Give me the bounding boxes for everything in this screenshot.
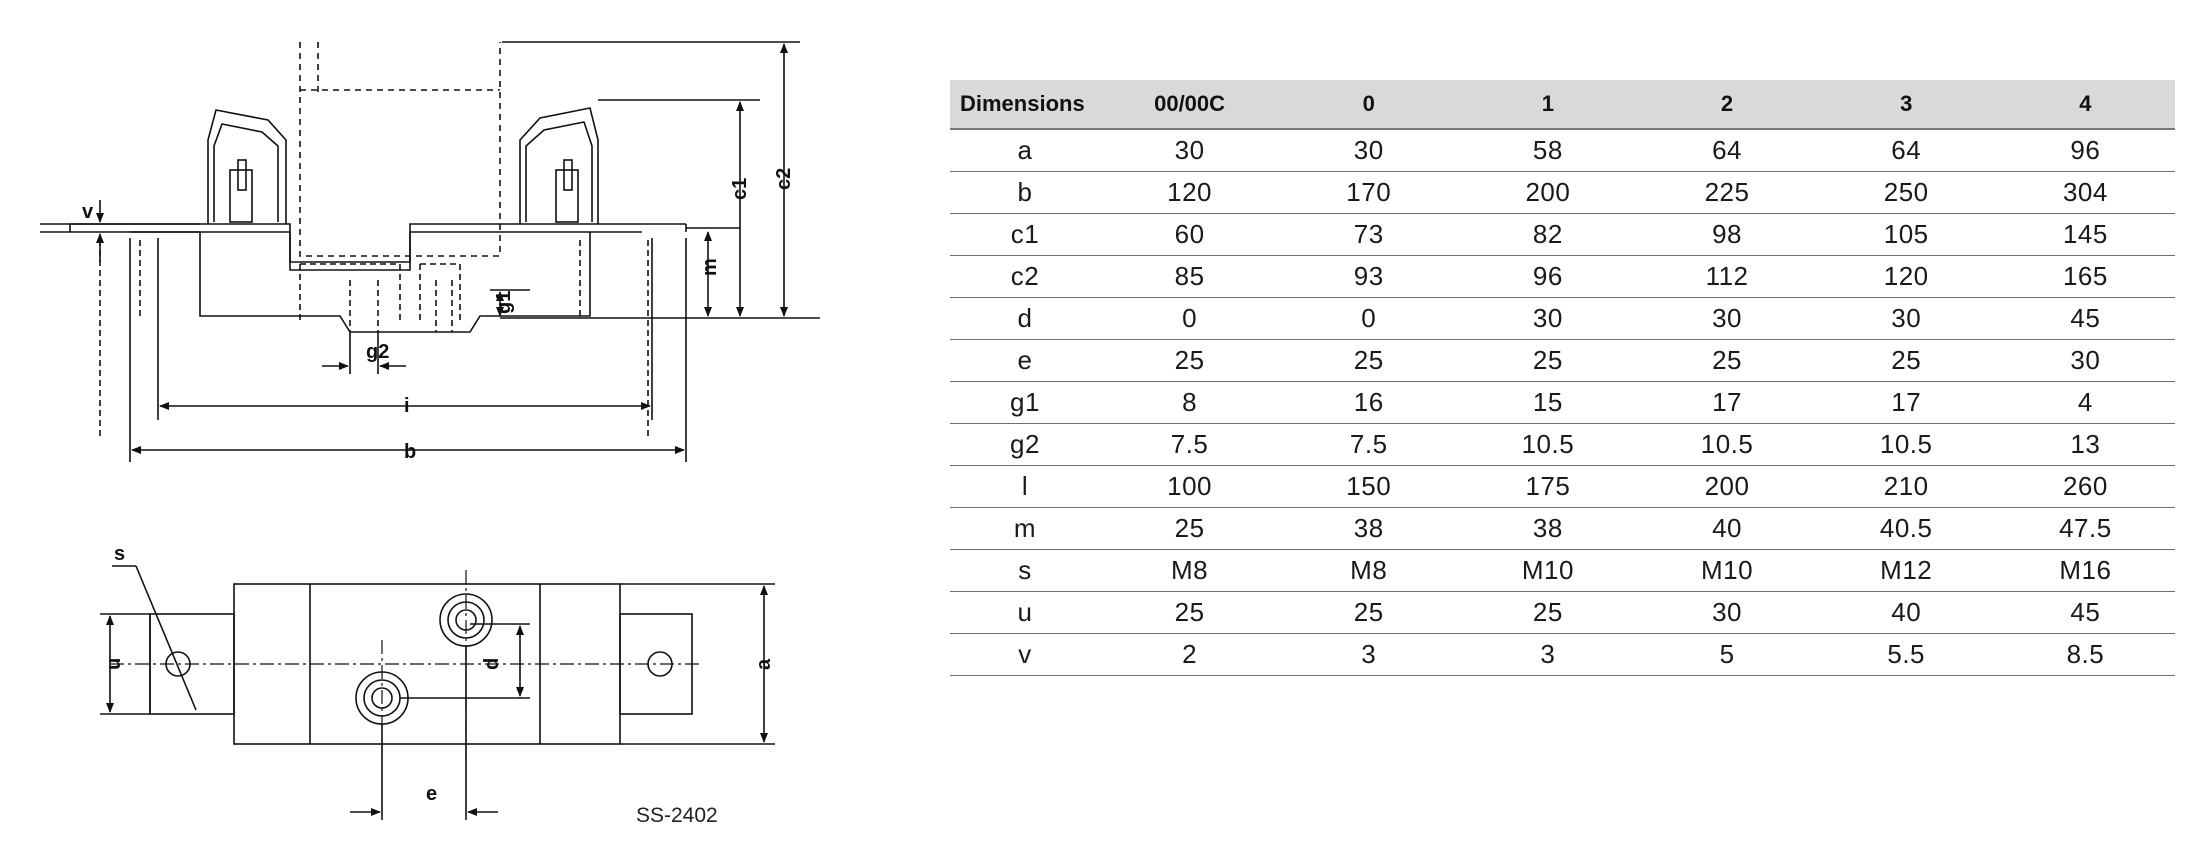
top-view xyxy=(100,566,775,820)
dimension-value-cell: 25 xyxy=(1100,508,1279,550)
dimension-value-cell: 2 xyxy=(1100,634,1279,676)
dimension-value-cell: 16 xyxy=(1279,382,1458,424)
header-size-0: 0 xyxy=(1279,80,1458,129)
label-u: u xyxy=(103,657,125,670)
dimension-value-cell: 93 xyxy=(1279,256,1458,298)
dimension-value-cell: 3 xyxy=(1458,634,1637,676)
dimension-value-cell: 38 xyxy=(1279,508,1458,550)
dimension-value-cell: 96 xyxy=(1458,256,1637,298)
dimension-name-cell: c1 xyxy=(950,214,1100,256)
dimension-value-cell: 25 xyxy=(1100,592,1279,634)
dimension-value-cell: 38 xyxy=(1458,508,1637,550)
dimension-value-cell: 25 xyxy=(1279,592,1458,634)
dimension-value-cell: 25 xyxy=(1637,340,1816,382)
dimension-value-cell: 45 xyxy=(1996,592,2175,634)
dimension-value-cell: 3 xyxy=(1279,634,1458,676)
table-row xyxy=(950,550,2175,592)
dimension-value-cell: 64 xyxy=(1817,129,1996,172)
dimension-value-cell: 30 xyxy=(1458,298,1637,340)
technical-drawing xyxy=(0,0,920,860)
dimension-name-cell: a xyxy=(950,129,1100,172)
dimension-value-cell: 15 xyxy=(1458,382,1637,424)
table-header-row xyxy=(950,80,2175,129)
dimension-name-cell: g2 xyxy=(950,424,1100,466)
dimension-value-cell: 175 xyxy=(1458,466,1637,508)
table-row xyxy=(950,634,2175,676)
table-row xyxy=(950,172,2175,214)
dimension-value-cell: 30 xyxy=(1637,298,1816,340)
label-e: e xyxy=(426,783,438,805)
dimensions-table xyxy=(950,80,2175,676)
right-clip xyxy=(520,108,598,224)
dimension-value-cell: 30 xyxy=(1279,129,1458,172)
dimension-name-cell: e xyxy=(950,340,1100,382)
label-g2: g2 xyxy=(366,341,390,363)
dimension-value-cell: 82 xyxy=(1458,214,1637,256)
dimension-value-cell: 8.5 xyxy=(1996,634,2175,676)
dimension-name-cell: s xyxy=(950,550,1100,592)
dimension-value-cell: 30 xyxy=(1817,298,1996,340)
dimension-value-cell: 30 xyxy=(1996,340,2175,382)
dimension-value-cell: 98 xyxy=(1637,214,1816,256)
dimension-value-cell: 17 xyxy=(1817,382,1996,424)
label-a: a xyxy=(753,658,775,670)
dimension-name-cell: g1 xyxy=(950,382,1100,424)
dimension-value-cell: M10 xyxy=(1458,550,1637,592)
dimension-value-cell: 40 xyxy=(1817,592,1996,634)
dimension-value-cell: 200 xyxy=(1458,172,1637,214)
header-size-4: 4 xyxy=(1996,80,2175,129)
dimension-value-cell: 60 xyxy=(1100,214,1279,256)
dimension-name-cell: l xyxy=(950,466,1100,508)
header-size-2: 2 xyxy=(1637,80,1816,129)
dimension-name-cell: v xyxy=(950,634,1100,676)
table-row xyxy=(950,340,2175,382)
dimension-value-cell: M12 xyxy=(1817,550,1996,592)
dimension-value-cell: 30 xyxy=(1637,592,1816,634)
dimension-value-cell: 250 xyxy=(1817,172,1996,214)
dimension-value-cell: 45 xyxy=(1996,298,2175,340)
dimension-value-cell: 8 xyxy=(1100,382,1279,424)
label-s: s xyxy=(114,543,126,565)
dimension-value-cell: 17 xyxy=(1637,382,1816,424)
header-size-3: 3 xyxy=(1817,80,1996,129)
label-b: b xyxy=(404,441,417,463)
dimension-value-cell: 150 xyxy=(1279,466,1458,508)
dimension-name-cell: b xyxy=(950,172,1100,214)
label-c2: c2 xyxy=(773,167,795,190)
dimension-value-cell: 210 xyxy=(1817,466,1996,508)
dimension-value-cell: 10.5 xyxy=(1817,424,1996,466)
table-row xyxy=(950,129,2175,172)
dimension-value-cell: 200 xyxy=(1637,466,1816,508)
header-size-1: 1 xyxy=(1458,80,1637,129)
dimensions-table-container xyxy=(950,80,2175,676)
dimension-value-cell: 105 xyxy=(1817,214,1996,256)
dimension-value-cell: 165 xyxy=(1996,256,2175,298)
label-i: i xyxy=(404,395,410,417)
dimension-value-cell: 40 xyxy=(1637,508,1816,550)
dimension-value-cell: 5 xyxy=(1637,634,1816,676)
dimension-value-cell: M10 xyxy=(1637,550,1816,592)
dimension-value-cell: 7.5 xyxy=(1100,424,1279,466)
dimension-value-cell: 30 xyxy=(1100,129,1279,172)
dimension-value-cell: M16 xyxy=(1996,550,2175,592)
label-v: v xyxy=(82,201,94,223)
table-row xyxy=(950,214,2175,256)
front-view xyxy=(40,42,820,462)
lower-body xyxy=(200,232,590,332)
dimension-value-cell: 120 xyxy=(1100,172,1279,214)
dimension-value-cell: 100 xyxy=(1100,466,1279,508)
table-row xyxy=(950,466,2175,508)
dimension-value-cell: 145 xyxy=(1996,214,2175,256)
dimension-value-cell: 25 xyxy=(1458,340,1637,382)
dimension-name-cell: d xyxy=(950,298,1100,340)
table-body xyxy=(950,129,2175,676)
table-row xyxy=(950,382,2175,424)
dimension-value-cell: 47.5 xyxy=(1996,508,2175,550)
dimension-value-cell: 0 xyxy=(1100,298,1279,340)
dimension-value-cell: 10.5 xyxy=(1458,424,1637,466)
dimension-value-cell: 170 xyxy=(1279,172,1458,214)
table-row xyxy=(950,592,2175,634)
dimension-name-cell: m xyxy=(950,508,1100,550)
dimension-value-cell: M8 xyxy=(1100,550,1279,592)
header-size-00-00c: 00/00C xyxy=(1100,80,1279,129)
dimension-value-cell: 96 xyxy=(1996,129,2175,172)
dimension-value-cell: 304 xyxy=(1996,172,2175,214)
dimension-value-cell: 5.5 xyxy=(1817,634,1996,676)
dimension-value-cell: 10.5 xyxy=(1637,424,1816,466)
table-row xyxy=(950,508,2175,550)
left-clip xyxy=(208,110,286,224)
label-d: d xyxy=(481,657,503,670)
dimension-value-cell: 112 xyxy=(1637,256,1816,298)
dimension-value-cell: 25 xyxy=(1100,340,1279,382)
label-m: m xyxy=(699,258,721,276)
dimension-value-cell: 64 xyxy=(1637,129,1816,172)
dimension-value-cell: 73 xyxy=(1279,214,1458,256)
dimension-value-cell: 225 xyxy=(1637,172,1816,214)
dimension-value-cell: 4 xyxy=(1996,382,2175,424)
table-row xyxy=(950,424,2175,466)
dimension-value-cell: 260 xyxy=(1996,466,2175,508)
table-row xyxy=(950,256,2175,298)
dimension-value-cell: 85 xyxy=(1100,256,1279,298)
dimension-value-cell: 40.5 xyxy=(1817,508,1996,550)
dimension-value-cell: M8 xyxy=(1279,550,1458,592)
dimension-value-cell: 0 xyxy=(1279,298,1458,340)
table-row xyxy=(950,298,2175,340)
drawing-code: SS-2402 xyxy=(636,804,718,827)
label-c1: c1 xyxy=(729,177,751,200)
dimension-name-cell: u xyxy=(950,592,1100,634)
dimension-value-cell: 7.5 xyxy=(1279,424,1458,466)
dimension-value-cell: 25 xyxy=(1279,340,1458,382)
dimension-value-cell: 25 xyxy=(1817,340,1996,382)
dimension-value-cell: 120 xyxy=(1817,256,1996,298)
dimension-value-cell: 58 xyxy=(1458,129,1637,172)
label-g1: g1 xyxy=(493,290,515,314)
header-dimensions: Dimensions xyxy=(950,80,1100,129)
dimension-value-cell: 25 xyxy=(1458,592,1637,634)
dimension-name-cell: c2 xyxy=(950,256,1100,298)
dimension-value-cell: 13 xyxy=(1996,424,2175,466)
